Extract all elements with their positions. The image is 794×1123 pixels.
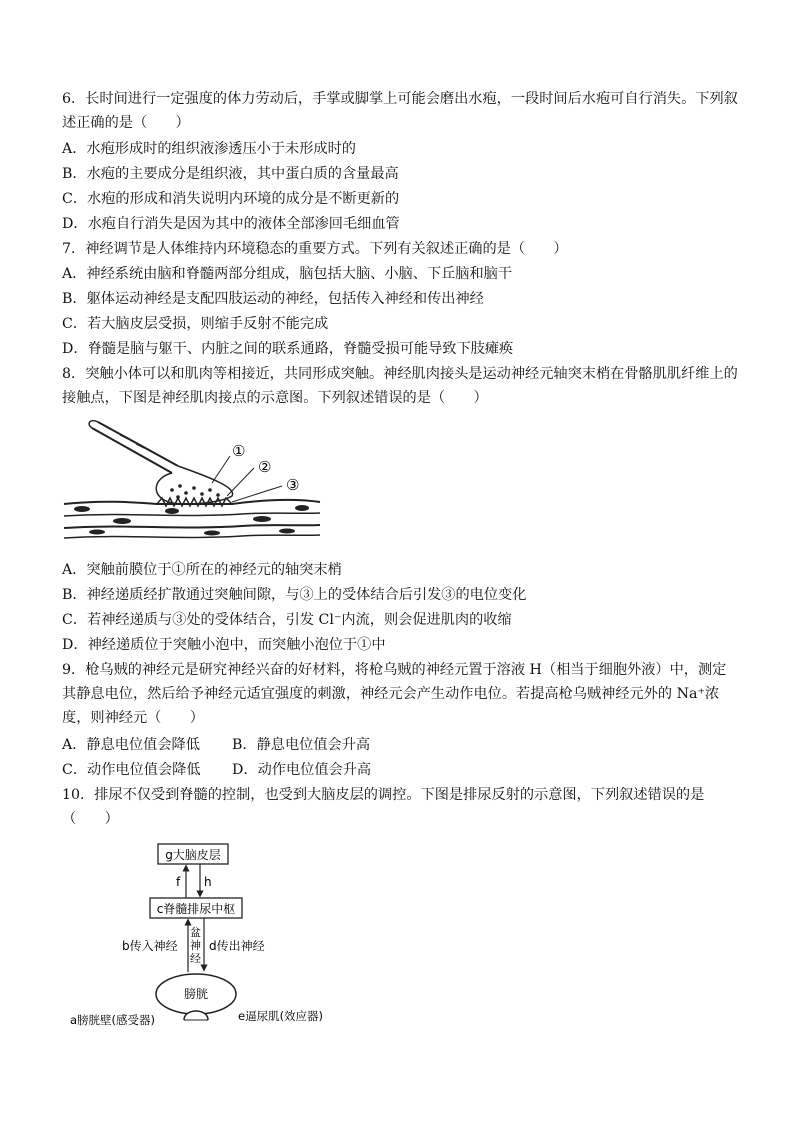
q9-option-a: A．静息电位值会降低 [62, 737, 200, 753]
question-10-stem: 10．排尿不仅受到脊髓的控制，也受到大脑皮层的调控。下图是排尿反射的示意图，下列叙述错误的是（ ） [62, 787, 705, 827]
q6-option-c: C．水疱的形成和消失说明内环境的成分是不断更新的 [62, 191, 400, 207]
label-f: f [176, 875, 181, 889]
label-a: a膀胱壁(感受器) [70, 1013, 156, 1027]
label-pelvic-3: 经 [190, 952, 201, 965]
spinal-center-label: c脊髓排尿中枢 [156, 902, 236, 916]
label-pelvic-1: 盆 [190, 926, 201, 939]
label-pelvic-2: 神 [190, 939, 201, 952]
q6-option-d: D．水疱自行消失是因为其中的液体全部渗回毛细血管 [62, 216, 400, 232]
label-e: e逼尿肌(效应器) [238, 1009, 324, 1023]
q8-option-d: D．神经递质位于突触小泡中，而突触小泡位于①中 [62, 637, 386, 653]
micturition-reflex-figure [62, 838, 352, 1030]
q6-option-b: B．水疱的主要成分是组织液，其中蛋白质的含量最高 [62, 166, 399, 182]
bladder-label: 膀胱 [183, 987, 209, 1001]
cortex-label: g大脑皮层 [165, 848, 221, 862]
q6-option-a: A．水疱形成时的组织液渗透压小于未形成时的 [62, 141, 356, 157]
q8-option-c: C．若神经递质与③处的受体结合，引发 Cl⁻内流，则会促进肌肉的收缩 [62, 612, 512, 628]
q9-option-d: D．动作电位值会升高 [232, 762, 372, 778]
label-b: b传入神经 [122, 939, 178, 953]
q7-option-c: C．若大脑皮层受损，则缩手反射不能完成 [62, 316, 329, 332]
q8-option-a: A．突触前膜位于①所在的神经元的轴突末梢 [62, 562, 342, 578]
q7-option-b: B．躯体运动神经是支配四肢运动的神经，包括传入神经和传出神经 [62, 291, 484, 307]
label-h: h [204, 875, 212, 889]
q8-option-b: B．神经递质经扩散通过突触间隙，与③上的受体结合后引发③的电位变化 [62, 587, 527, 603]
label-1: ① [232, 442, 246, 460]
q7-option-d: D．脊髓是脑与躯干、内脏之间的联系通路，脊髓受损可能导致下肢瘫痪 [62, 341, 514, 357]
q9-option-b: B．静息电位值会升高 [232, 737, 371, 753]
q7-option-a: A．神经系统由脑和脊髓两部分组成，脑包括大脑、小脑、下丘脑和脑干 [62, 266, 513, 282]
question-9-stem: 9．枪乌贼的神经元是研究神经兴奋的好材料，将枪乌贼的神经元置于溶液 H（相当于细胞外液）中，测定其静息电位，然后给予神经元适宜强度的刺激，神经元会产生动作电位。若提高枪乌贼神经元外的 Na⁺浓度，则神经元（ ） [62, 662, 727, 726]
question-8-stem: 8．突触小体可以和肌肉等相接近，共同形成突触。神经肌肉接头是运动神经元轴突末梢在骨骼肌肌纤维上的接触点，下图是神经肌肉接点的示意图。下列叙述错误的是（ ） [62, 366, 738, 406]
label-3: ③ [286, 476, 300, 494]
q9-option-c: C．动作电位值会降低 [62, 762, 201, 778]
question-6-stem: 6．长时间进行一定强度的体力劳动后，手掌或脚掌上可能会磨出水疱，一段时间后水疱可自行消失。下列叙述正确的是（ ） [62, 91, 738, 131]
label-2: ② [258, 458, 272, 476]
label-d: d传出神经 [209, 939, 265, 953]
question-7-stem: 7．神经调节是人体维持内环境稳态的重要方式。下列有关叙述正确的是（ ） [62, 241, 568, 257]
neuromuscular-junction-figure [62, 418, 322, 543]
